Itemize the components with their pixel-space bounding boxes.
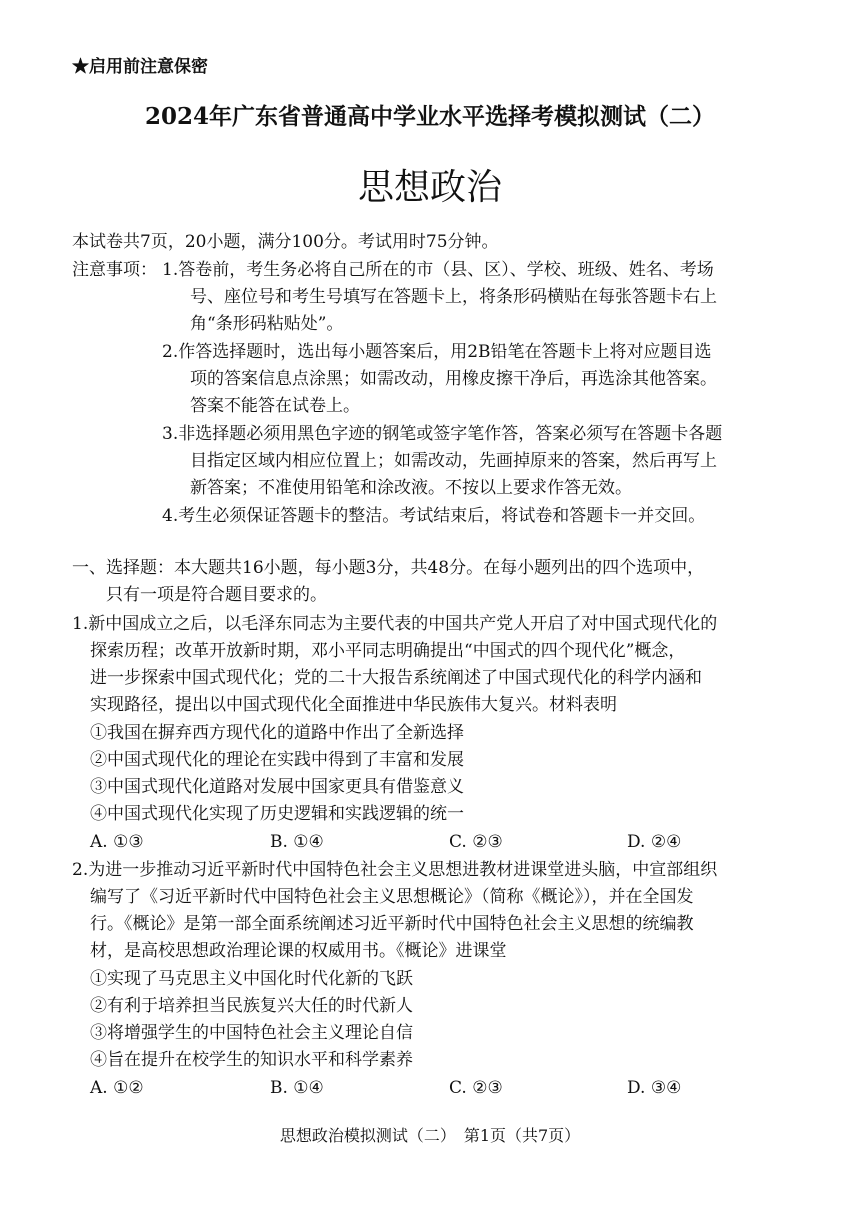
q1-statement-4: ④中国式现代化实现了历史逻辑和实践逻辑的统一 — [90, 804, 464, 824]
q1-statement-3: ③中国式现代化道路对发展中国家更具有借鉴意义 — [90, 777, 464, 797]
section-heading-line-2: 只有一项是符合题目要求的。 — [106, 585, 327, 605]
q2-option-b: B. ①④ — [270, 1078, 324, 1098]
q1-stem-line-2: 探索历程；改革开放新时期，邓小平同志明确提出“中国式的四个现代化”概念， — [90, 641, 686, 661]
q1-statement-2: ②中国式现代化的理论在实践中得到了丰富和发展 — [90, 750, 464, 770]
notice-item-2-line-2: 项的答案信息点涂黑；如需改动，用橡皮擦干净后，再选涂其他答案。 — [190, 369, 717, 389]
notice-item-3-line-1: 3.非选择题必须用黑色字迹的钢笔或签字笔作答，答案必须写在答题卡各题 — [162, 424, 723, 444]
subject-title: 思想政治 — [357, 167, 502, 208]
page-footer: 思想政治模拟测试（二） 第1页（共7页） — [279, 1126, 581, 1145]
notice-item-2-line-1: 2.作答选择题时，选出每小题答案后，用2B铅笔在答题卡上将对应题目选 — [162, 342, 712, 362]
exam-intro: 本试卷共7页，20小题，满分100分。考试用时75分钟。 — [72, 232, 499, 252]
exam-title: 2024年广东省普通高中学业水平选择考模拟测试（二） — [144, 103, 715, 130]
q2-statement-1: ①实现了马克思主义中国化时代化新的飞跃 — [90, 969, 413, 989]
q1-option-b: B. ①④ — [270, 832, 324, 852]
q2-stem-line-2: 编写了《习近平新时代中国特色社会主义思想概论》（简称《概论》），并在全国发 — [90, 887, 694, 907]
q2-statement-3: ③将增强学生的中国特色社会主义理论自信 — [90, 1023, 413, 1043]
notice-item-4-line-1: 4.考生必须保证答题卡的整洁。考试结束后，将试卷和答题卡一并交回。 — [162, 506, 706, 526]
q2-option-c: C. ②③ — [449, 1078, 503, 1098]
q1-stem-line-3: 进一步探索中国式现代化；党的二十大报告系统阐述了中国式现代化的科学内涵和 — [90, 668, 702, 688]
notice-label: 注意事项： — [72, 260, 157, 280]
q2-stem-line-3: 行。《概论》是第一部全面系统阐述习近平新时代中国特色社会主义思想的统编教 — [90, 914, 694, 934]
notice-item-1-line-3: 角“条形码粘贴处”。 — [190, 314, 344, 334]
notice-item-2-line-3: 答案不能答在试卷上。 — [190, 396, 360, 416]
q1-option-c: C. ②③ — [449, 832, 503, 852]
notice-item-3-line-2: 目指定区域内相应位置上；如需改动，先画掉原来的答案，然后再写上 — [190, 451, 717, 471]
q1-statement-1: ①我国在摒弃西方现代化的道路中作出了全新选择 — [90, 723, 464, 743]
notice-item-1-line-1: 1.答卷前，考生务必将自己所在的市（县、区）、学校、班级、姓名、考场 — [162, 260, 714, 280]
notice-item-1-line-2: 号、座位号和考生号填写在答题卡上，将条形码横贴在每张答题卡右上 — [190, 287, 717, 307]
q2-option-a: A. ①② — [90, 1078, 144, 1098]
q1-stem-line-4: 实现路径，提出以中国式现代化全面推进中华民族伟大复兴。材料表明 — [90, 695, 617, 715]
q2-statement-2: ②有利于培养担当民族复兴大任的时代新人 — [90, 996, 413, 1016]
q1-stem-line-1: 1.新中国成立之后，以毛泽东同志为主要代表的中国共产党人开启了对中国式现代化的 — [72, 614, 718, 634]
q2-option-d: D. ③④ — [627, 1078, 682, 1098]
q2-stem-line-1: 2.为进一步推动习近平新时代中国特色社会主义思想进教材进课堂进头脑，中宣部组织 — [72, 860, 718, 880]
q1-option-a: A. ①③ — [90, 832, 144, 852]
q2-statement-4: ④旨在提升在校学生的知识水平和科学素养 — [90, 1050, 413, 1070]
section-heading-line-1: 一、选择题：本大题共16小题，每小题3分，共48分。在每小题列出的四个选项中， — [72, 558, 705, 578]
notice-item-3-line-3: 新答案；不准使用铅笔和涂改液。不按以上要求作答无效。 — [190, 478, 632, 498]
confidential-notice: ★启用前注意保密 — [72, 57, 208, 77]
q2-stem-line-4: 材，是高校思想政治理论课的权威用书。《概论》进课堂 — [90, 941, 507, 961]
q1-option-d: D. ②④ — [627, 832, 682, 852]
